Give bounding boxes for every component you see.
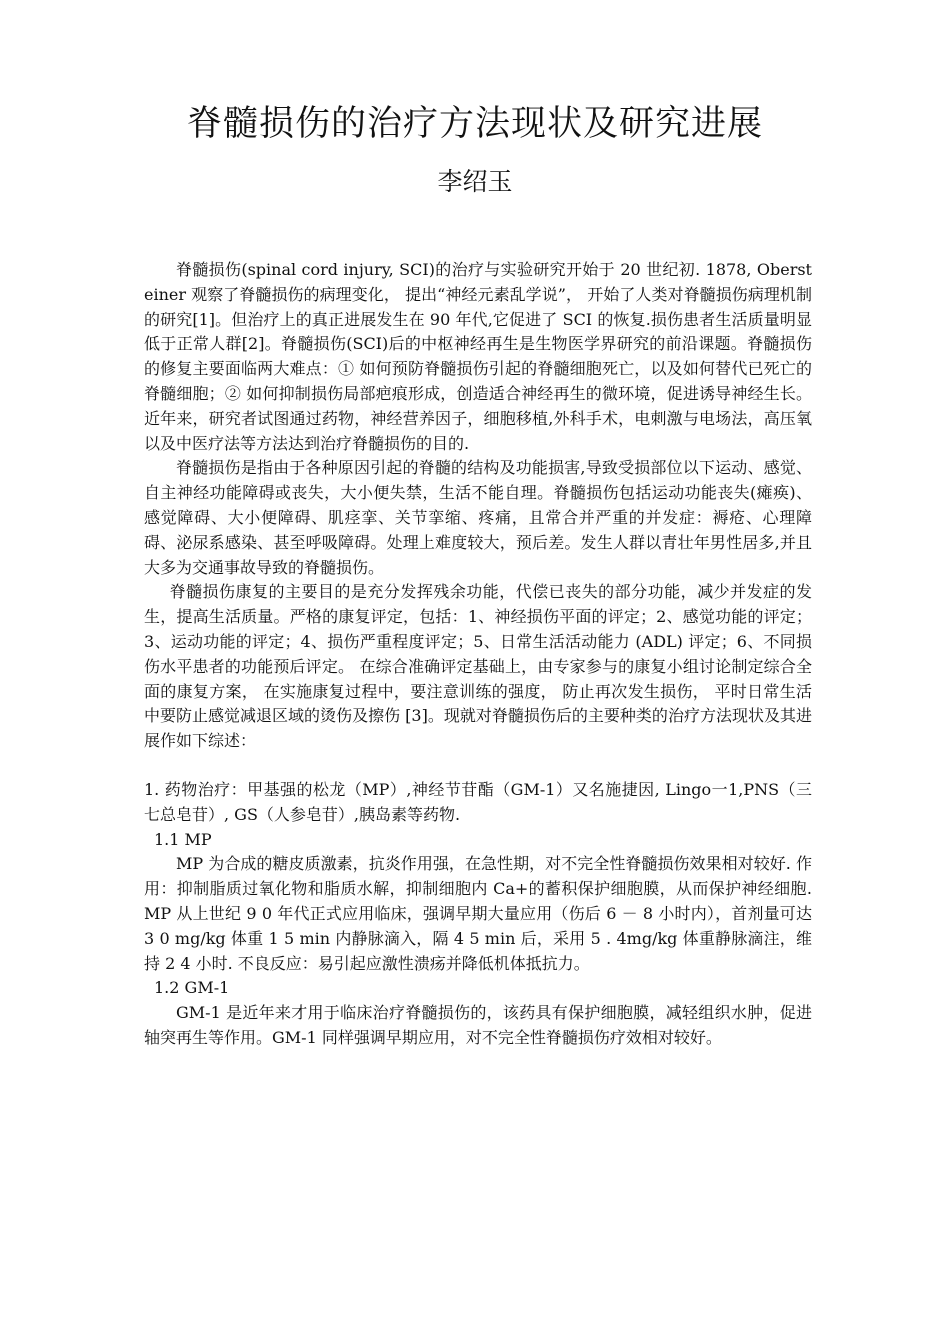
intro-paragraph: 脊髓损伤(spinal cord injury, SCI)的治疗与实验研究开始于 20 世纪初. 1878, Obersteiner 观察了脊髓损伤的病理变化， 提出“神经元素乱学说”， 开始了人类对脊髓损伤病理机制的研究[1]。但治疗上的真正进展发生在 90 年代,它促进了 SCI 的恢复.损伤患者生活质量明显低于正常人群[2]。脊髓损伤(SCI)后的中枢神经再生是生物医学界研究的前沿课题。脊髓损伤的修复主要面临两大难点：① 如何预防脊髓损伤引起的脊髓细胞死亡，以及如何替代已死亡的脊髓细胞；② 如何抑制损伤局部疤痕形成，创造适合神经再生的微环境，促进诱导神经生长。近年来，研究者试图通过药物，神经营养因子，细胞移植,外科手术，电刺激与电场法，高压氧以及中医疗法等方法达到治疗脊髓损伤的目的. (144, 260, 812, 453)
author-name: 李绍玉 (437, 167, 513, 196)
subsection-1-1-heading: 1.1 MP (154, 829, 212, 849)
paper-body (144, 258, 812, 1051)
section-1-heading: 1. 药物治疗：甲基强的松龙（MP）,神经节苷酯（GM-1）又名施捷因, Lingo一1,PNS（三七总皂苷）, GS（人参皂苷）,胰岛素等药物. (144, 779, 812, 824)
section-gap (144, 754, 812, 778)
rehabilitation-paragraph: 脊髓损伤康复的主要目的是充分发挥残余功能，代偿已丧失的部分功能，减少并发症的发生，提高生活质量。严格的康复评定，包括：1、神经损伤平面的评定；2、感觉功能的评定；3、运动功能的评定；4、损伤严重程度评定；5、日常生活活动能力 (ADL) 评定；6、不同损伤水平患者的功能预后评定。 在综合准确评定基础上，由专家参与的康复小组讨论制定综合全面的康复方案， 在实施康复过程中，要注意训练的强度， 防止再次发生损伤， 平时日常生活中要防止感觉减退区域的烫伤及擦伤 [3]。现就对脊髓损伤后的主要种类的治疗方法现状及其进展作如下综述： (144, 582, 812, 751)
paper-title: 脊髓损伤的治疗方法现状及研究进展 (186, 104, 763, 144)
definition-paragraph: 脊髓损伤是指由于各种原因引起的脊髓的结构及功能损害,导致受损部位以下运动、感觉、自主神经功能障碍或丧失，大小便失禁，生活不能自理。脊髓损伤包括运动功能丧失(瘫痪)、感觉障碍、大小便障碍、肌痉挛、关节挛缩、疼痛，且常合并严重的并发症：褥疮、心理障碍、泌尿系感染、甚至呼吸障碍。处理上难度较大，预后差。发生人群以青壮年男性居多,并且大多为交通事故导致的脊髓损伤。 (144, 458, 812, 577)
subsection-1-2-text: GM-1 是近年来才用于临床治疗脊髓损伤的，该药具有保护细胞膜，减轻组织水肿，促进轴突再生等作用。GM-1 同样强调早期应用，对不完全性脊髓损伤疗效相对较好。 (144, 1003, 812, 1047)
subsection-1-2-heading: 1.2 GM-1 (154, 978, 230, 998)
subsection-1-1-text: MP 为合成的糖皮质激素，抗炎作用强，在急性期，对不完全性脊髓损伤效果相对较好. 作用：抑制脂质过氧化物和脂质水解，抑制细胞内 Ca+的蓄积保护细胞膜，从而保护神经细胞. MP 从上世纪 9 0 年代正式应用临床，强调早期大量应用（伤后 6 － 8 小时内），首剂量可达 3 0 mg/kg 体重 1 5 min 内静脉滴入，隔 4 5 min 后，采用 5 . 4mg/kg 体重静脉滴注，维持 2 4 小时. 不良反应：易引起应激性溃疡并降低机体抵抗力。 (144, 854, 812, 973)
